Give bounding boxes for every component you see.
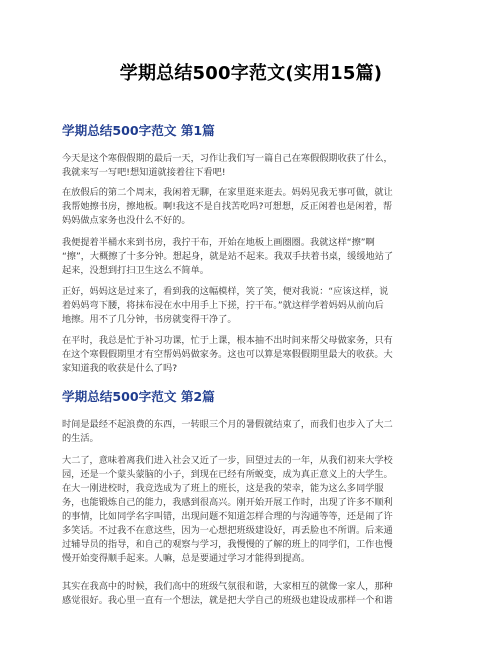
text-line: 在这个寒假假期里才有空帮妈妈做家务。这也可以算是寒假假期里最大的收获。大 — [62, 349, 393, 360]
text-line: 的事情，比如同学名字叫错，出现问题不知道怎样合理的与沟通等等，还是闹了许 — [62, 511, 393, 522]
section-heading: 学期总结500字范文 第2篇 — [62, 389, 215, 404]
paragraph — [62, 454, 440, 566]
text-line: 时间是最经不起浪费的东西，一转眼三个月的暑假就结束了，而我们也步入了大二 — [62, 419, 393, 430]
document-title: 学期总结500字范文(实用15篇) — [119, 63, 383, 84]
text-line: 在大一刚进校时，我竞选成为了班上的班长，这是我的荣幸，能为这么多同学服 — [62, 483, 384, 494]
text-line: 地擦。用不了几分钟，书房就变得干净了。 — [62, 314, 237, 325]
paragraph — [62, 152, 440, 180]
text-line: 我帮她擦书房，擦地板。啊!我这不是自找苦吃吗?可想想，反正闲着也是闲着，帮 — [62, 201, 393, 212]
paragraph — [62, 186, 440, 228]
text-line: 着妈妈弯下腰，将抹布浸在水中用手上下搓，拧干布。”就这样学着妈妈从前向后 — [62, 300, 384, 311]
text-line: “擦”，大概擦了十多分钟。想起身，就是站不起来。我双手扶着书桌，缓缓地站了 — [62, 251, 394, 262]
text-line: 园，还是一个蒙头蒙脑的小子，到现在已经有所蜕变，成为真正意义上的大学生。 — [62, 469, 393, 480]
text-line: 今天是这个寒假假期的最后一天，习作让我们写一篇自己在寒假假期收获了什么， — [62, 153, 393, 164]
paragraph — [62, 418, 440, 446]
text-line: 在平时，我总是忙于补习功课，忙于上课，根本抽不出时间来帮父母做家务，只有 — [62, 335, 393, 346]
text-line: 在放假后的第二个周末，我闲着无聊，在家里逛来逛去。妈妈见我无事可做，就让 — [62, 187, 393, 198]
text-line: 我便提着半桶水来到书房，我拧干布，开始在地板上画圈圈。我就这样“擦”啊 — [62, 237, 375, 248]
text-line: 起来，没想到打扫卫生这么不简单。 — [62, 265, 209, 276]
text-line: 的生活。 — [62, 433, 99, 444]
text-line: 务，也能锻炼自己的能力，我感到很高兴。刚开始开展工作时，出现了许多不顺利 — [62, 497, 393, 508]
paragraph — [62, 236, 440, 278]
text-line: 家知道我的收获是什么了吗? — [62, 363, 178, 374]
text-line: 慢开始变得顺手起来。人嘛，总是要通过学习才能得到提高。 — [62, 553, 311, 564]
text-line: 妈妈做点家务也没什么不好的。 — [62, 215, 191, 226]
text-line: 多笑话。不过我不在意这些，因为一心想把班级建设好，再丢脸也不所谓。后来通 — [62, 525, 393, 536]
text-line: 感觉很好。我心里一直有一个想法，就是把大学自己的班级也建设成那样一个和谐 — [62, 595, 393, 606]
section-heading: 学期总结500字范文 第1篇 — [62, 123, 215, 138]
text-line: 大二了，意味着离我们进入社会又近了一步，回望过去的一年，从我们初来大学校 — [62, 455, 393, 466]
text-line: 其实在我高中的时候，我们高中的班级气氛很和谐，大家相互的就像一家人，那种 — [62, 581, 393, 592]
text-line: 我就来写一写吧!想知道就接着往下看吧! — [62, 167, 226, 178]
text-line: 正好，妈妈这是过来了，看到我的这幅模样，笑了笑，便对我说：“应该这样，说 — [62, 286, 389, 297]
paragraph — [62, 334, 440, 376]
text-line: 过辅导员的指导，和自己的观察与学习，我慢慢的了解的班上的同学们，工作也慢 — [62, 539, 393, 550]
paragraph — [62, 580, 440, 608]
paragraph — [62, 285, 440, 327]
